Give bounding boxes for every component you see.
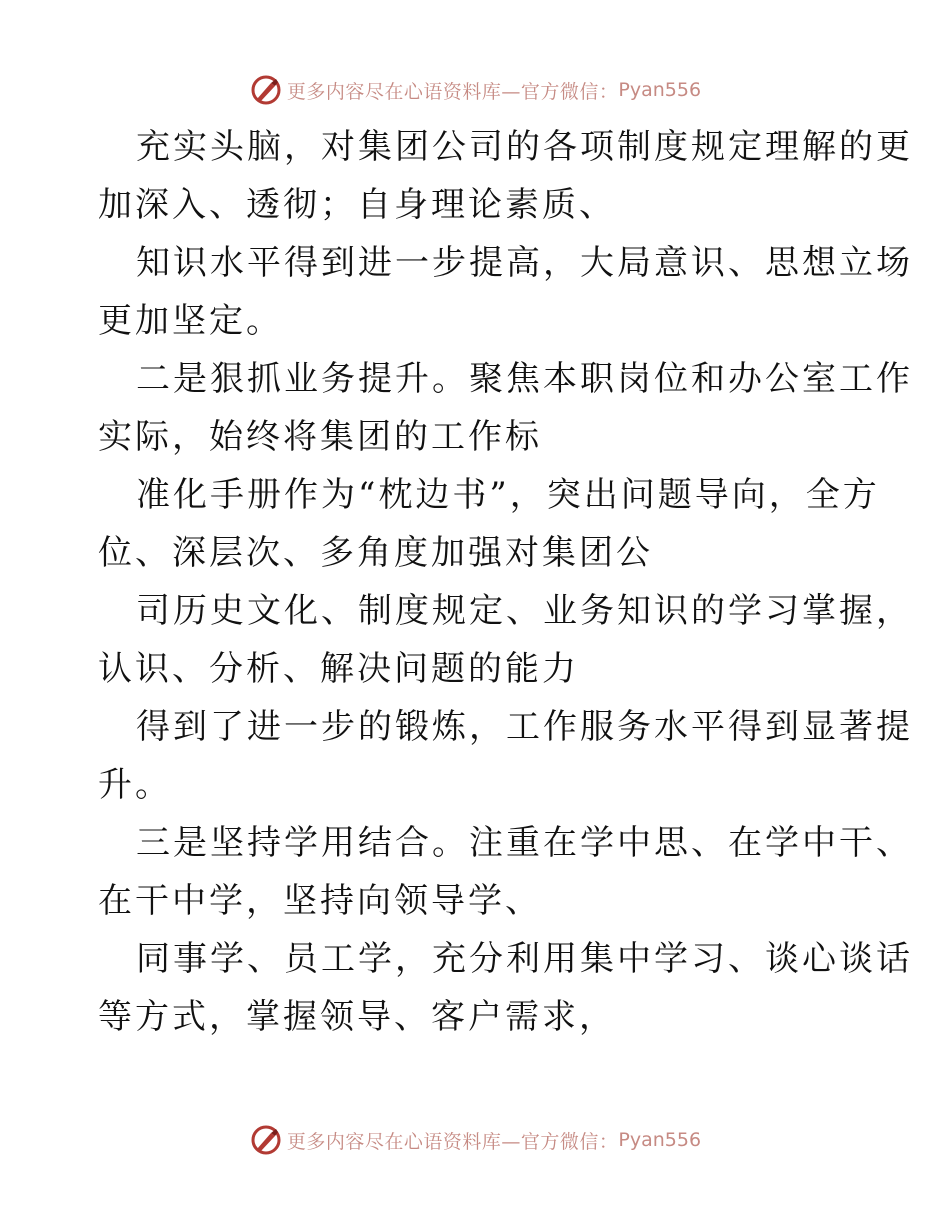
watermark-id: Pyan556 [618,79,702,101]
body-line: 三是坚持学用结合。注重在学中思、在学中干、 [136,823,913,863]
footer-watermark [0,1120,950,1160]
body-line: 充实头脑，对集团公司的各项制度规定理解的更 [136,127,913,167]
body-line: 认识、分析、解决问题的能力 [98,649,579,689]
body-line: 准化手册作为“枕边书”，突出问题导向，全方 [136,475,880,515]
body-line: 升。 [98,765,172,805]
pen-logo-icon [249,73,283,107]
body-line: 加深入、透彻；自身理论素质、 [98,185,616,225]
body-line: 等方式，掌握领导、客户需求， [98,997,616,1037]
body-line: 实际，始终将集团的工作标 [98,417,542,457]
body-line: 二是狠抓业务提升。聚焦本职岗位和办公室工作 [136,359,913,399]
watermark-text: 更多内容尽在心语资料库—官方微信： [286,1130,619,1153]
header-watermark [0,70,950,110]
pen-logo-icon [249,1123,283,1157]
body-line: 知识水平得到进一步提高，大局意识、思想立场 [136,243,913,283]
body-line: 司历史文化、制度规定、业务知识的学习掌握， [136,591,913,631]
document-body [98,118,913,1046]
body-line: 更加坚定。 [98,301,283,341]
body-line: 得到了进一步的锻炼，工作服务水平得到显著提 [136,707,913,747]
watermark-id: Pyan556 [618,1129,702,1151]
watermark-text: 更多内容尽在心语资料库—官方微信： [286,80,619,103]
body-line: 位、深层次、多角度加强对集团公 [98,533,653,573]
body-line: 同事学、员工学，充分利用集中学习、谈心谈话 [136,939,913,979]
body-line: 在干中学，坚持向领导学、 [98,881,542,921]
